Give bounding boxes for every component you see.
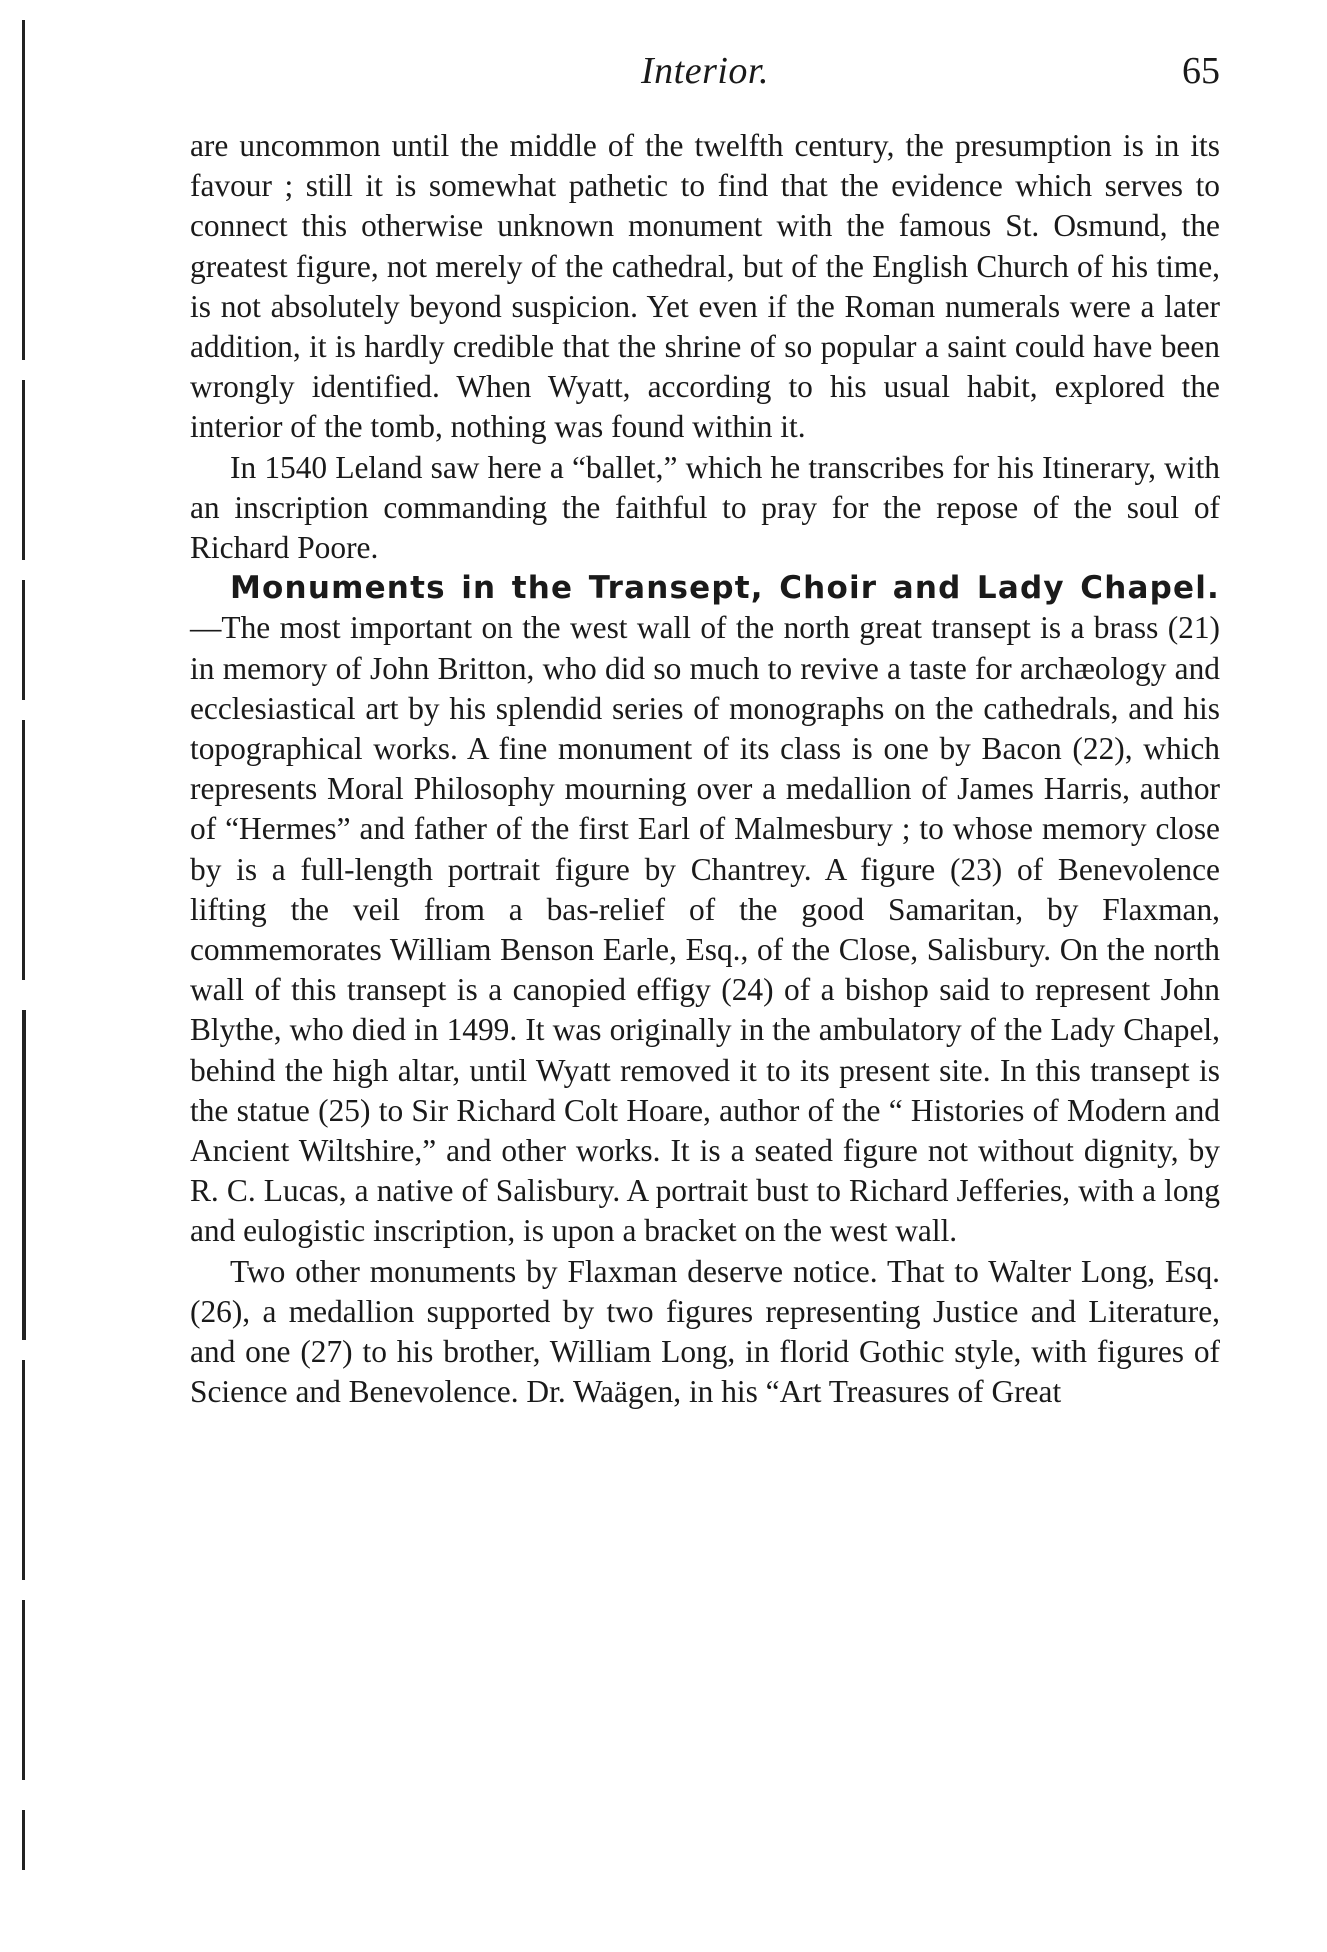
paragraph-text: —The most important on the west wall of the north great transept is a brass (21) in memory of John Britton, who did so much to revive a taste for archæology and ecclesiastical art by his splendid series of monographs on the cathedrals, and his topographical works. A fine monument of its class is one by Bacon (22), which represents Moral Philosophy mourning over a medallion of James Harris, author of “Hermes” and father of the first Earl of Malmesbury ; to whose memory close by is a full-length portrait figure by Chantrey. A figure (23) of Benevolence lifting the veil from a bas-relief of the good Samaritan, by Flaxman, commemorates William Benson Earle, Esq., of the Close, Salisbury. On the north wall of this transept is a canopied effigy (24) of a bishop said to represent John Blythe, who died in 1499. It was originally in the ambulatory of the Lady Chapel, behind the high altar, until Wyatt removed it to its present site. In this transept is the statue (25) to Sir Richard Colt Hoare, author of the “ Histories of Modern and Ancient Wiltshire,” and other works. It is a seated figure not without dignity, by R. C. Lucas, a native of Salisbury. A portrait bust to Richard Jefferies, with a long and eulogistic inscription, is upon a bracket on the west wall. xyxy=(190,610,1220,1249)
running-title: Interior. xyxy=(641,50,769,92)
paragraph-text: In 1540 Leland saw here a “ballet,” which he transcribes for his Itinerary, with an inscription commanding the faithful to pray for the repose of the soul of Richard Poore. xyxy=(190,449,1220,566)
paragraph-text: Two other monuments by Flaxman deserve notice. That to Walter Long, Esq. (26), a medallion supported by two figures representing Justice and Literature, and one (27) to his brother, William Long, in florid Gothic style, with figures of Science and Benevolence. Dr. Waägen, in his “Art Treasures of Great xyxy=(190,1253,1220,1410)
section-run-in-heading: Monuments in the Transept, Choir and Lady Chapel. xyxy=(230,570,1220,607)
page-number: 65 xyxy=(1182,50,1220,92)
paragraph-text: are uncommon until the middle of the twelfth century, the presumption is in its favour ; still it is somewhat pathetic to find that the evidence which serves to connect this otherwise unknown monument with the famous St. Osmund, the greatest figure, not merely of the cathedral, but of the English Church of his time, is not absolutely beyond suspicion. Yet even if the Roman numerals were a later addition, it is hardly credible that the shrine of so popular a saint could have been wrongly identified. When Wyatt, according to his usual habit, explored the interior of the tomb, nothing was found within it. xyxy=(190,128,1220,445)
paragraph xyxy=(190,1252,1220,1413)
paragraph xyxy=(190,448,1220,569)
paragraph xyxy=(190,568,1220,1251)
paragraph xyxy=(190,126,1220,448)
body-text xyxy=(190,126,1220,1413)
binding-edge xyxy=(22,20,25,1910)
page-header xyxy=(190,48,1220,94)
